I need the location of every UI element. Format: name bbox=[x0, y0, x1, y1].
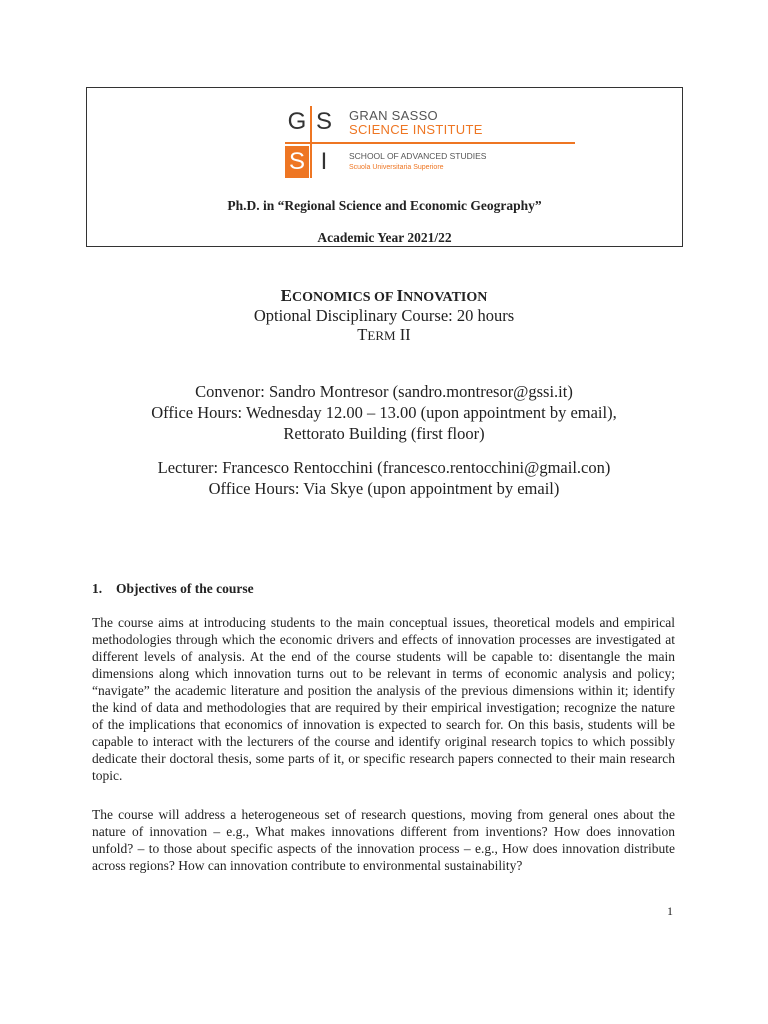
course-subtitle: Optional Disciplinary Course: 20 hours bbox=[253, 306, 515, 325]
section-title: Objectives of the course bbox=[116, 581, 254, 596]
lecturer-line: Lecturer: Francesco Rentocchini (francesco.rentocchini@gmail.con) bbox=[157, 458, 611, 477]
gssi-logo bbox=[285, 106, 575, 178]
logo-text-science-institute: SCIENCE INSTITUTE bbox=[349, 122, 483, 137]
header-box bbox=[86, 87, 683, 247]
logo-text-gran-sasso: GRAN SASSO bbox=[349, 108, 438, 123]
section-number: 1. bbox=[92, 581, 103, 596]
convenor-office-hours: Office Hours: Wednesday 12.00 – 13.00 (upon appointment by email), bbox=[151, 403, 617, 422]
academic-year: Academic Year 2021/22 bbox=[317, 230, 452, 245]
program-title: Ph.D. in “Regional Science and Economic Geography” bbox=[227, 198, 542, 213]
lecturer-office-hours: Office Hours: Via Skye (upon appointment by email) bbox=[208, 479, 560, 498]
convenor-location: Rettorato Building (first floor) bbox=[283, 424, 485, 443]
logo-text-scuola: Scuola Universitaria Superiore bbox=[349, 164, 444, 171]
logo-letter-g: G bbox=[285, 106, 309, 138]
course-term: TERM II bbox=[357, 325, 411, 344]
logo-horizontal-rule bbox=[285, 142, 575, 144]
objectives-paragraph-1: The course aims at introducing students to the main conceptual issues, theoretical models and empirical methodologies through which the economic drivers and effects of innovation processes are investigated at different levels of analysis. At the end of the course students will be capable to: disentangle the main dimensions along which innovation turns out to be relevant in terms of economic analysis and policy; “navigate” the academic literature and position the analysis of the previous dimensions within it; identify the kind of data and methodologies that are required by their empirical investigation; recognize the nature of the implications that economics of innovation is expected to search for. On this basis, students will be capable to interact with the lecturers of the course and identify original research topics to which possibly dedicate their doctoral thesis, some parts of it, or specific research papers connected to their main research topic. bbox=[92, 615, 675, 783]
course-title: ECONOMICS OF INNOVATION bbox=[280, 286, 488, 305]
section-heading bbox=[92, 581, 254, 597]
logo-letter-i: I bbox=[312, 146, 336, 178]
convenor-line: Convenor: Sandro Montresor (sandro.montresor@gssi.it) bbox=[195, 382, 573, 401]
objectives-paragraph-2: The course will address a heterogeneous set of research questions, moving from general ones about the nature of innovation – e.g., What makes innovations different from inventions? How does innovation unfold? – to those about specific aspects of the innovation process – e.g., How does innovation distribute across regions? How can innovation contribute to environmental sustainability? bbox=[92, 807, 675, 873]
logo-letter-s-bottom: S bbox=[285, 146, 309, 178]
logo-letter-s-top: S bbox=[312, 106, 336, 138]
logo-text-school: SCHOOL OF ADVANCED STUDIES bbox=[349, 151, 487, 161]
page-number: 1 bbox=[667, 904, 673, 918]
